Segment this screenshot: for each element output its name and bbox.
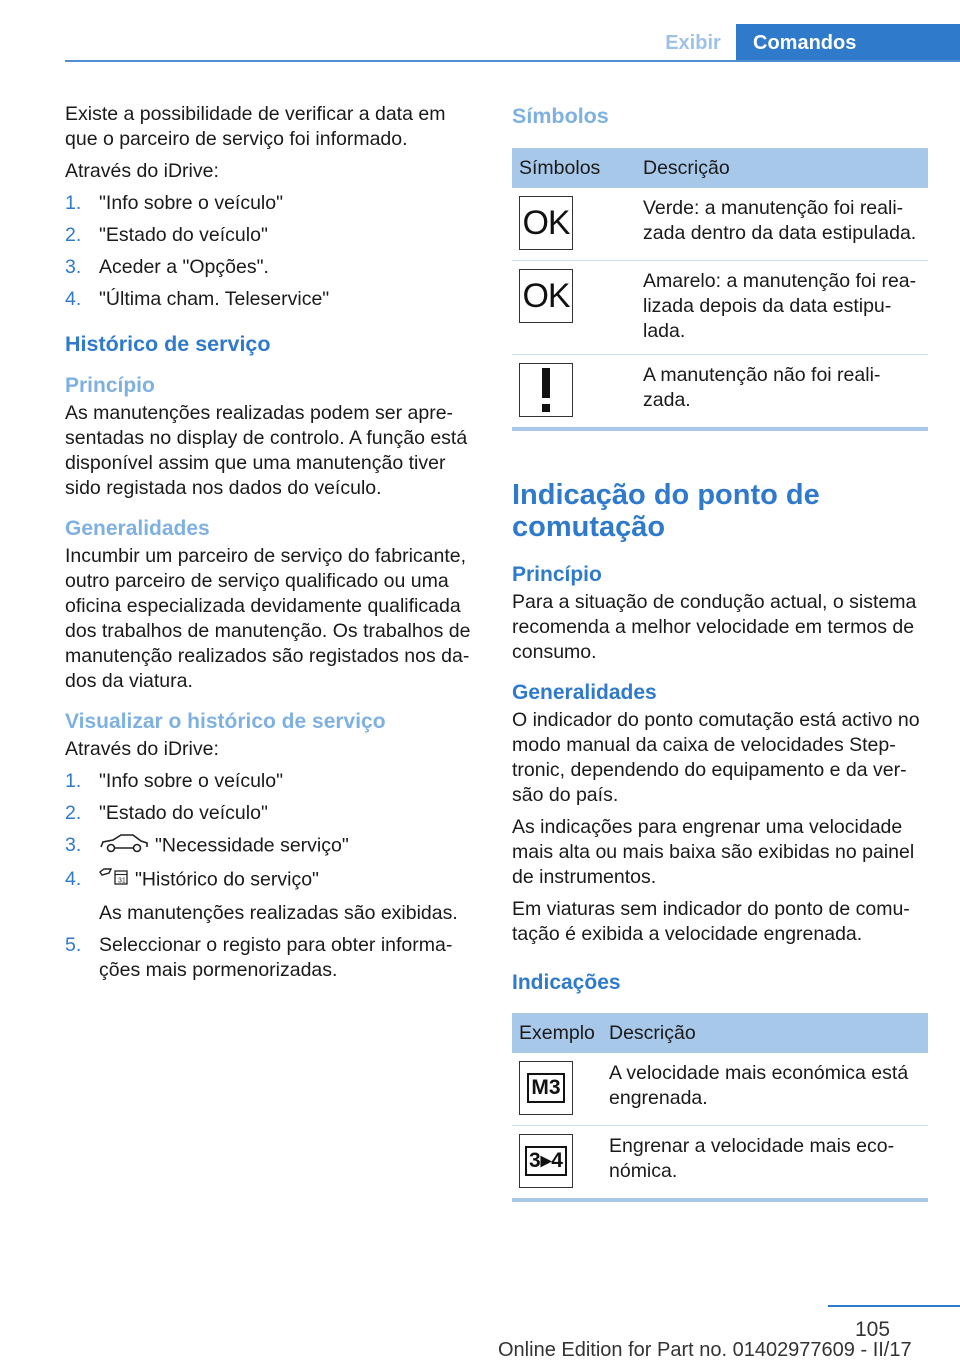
ok-green-icon: OK <box>519 196 573 250</box>
table-cell: Amarelo: a manutenção foi realizada depois da data estipulada. <box>636 261 928 355</box>
page-number: 105 <box>855 1318 891 1341</box>
left-column <box>65 102 477 991</box>
general-paragraph: Incumbir um parceiro de serviço do fabricante, outro parceiro de serviço qualificado ou uma oficina especializada devidamente qualificada dos trabalhos de manutenção. Os trabalhos de manutenção realizados são registados nos dados da viatura. <box>65 545 471 692</box>
right-column <box>512 102 928 1202</box>
tab-exibir[interactable]: Exibir <box>665 32 721 54</box>
table-cell: A velocidade mais económica está engrenada. <box>602 1053 928 1126</box>
teleservice-steps <box>65 191 477 312</box>
table-row <box>512 261 928 355</box>
car-icon <box>99 833 149 860</box>
heading-view-history: Visualizar o histórico de serviço <box>65 710 386 733</box>
history-steps <box>65 769 477 983</box>
list-item <box>65 769 477 794</box>
list-item <box>65 833 477 860</box>
tab-comandos[interactable]: Comandos <box>736 24 960 62</box>
list-item <box>65 287 477 312</box>
heading-general: Generalidades <box>512 681 657 704</box>
heading-service-history: Histórico de serviço <box>65 332 271 356</box>
gear-m3-icon: M3 <box>519 1061 573 1115</box>
column-header: Descrição <box>636 148 928 188</box>
table-row <box>512 355 928 428</box>
table-row <box>512 188 928 261</box>
principle-paragraph: As manutenções realizadas podem ser apresentadas no display de controlo. A função está disponível assim que uma manutenção tiver sido registada nos dados do veículo. <box>65 402 468 499</box>
table-cell: Verde: a manutenção foi realizada dentro da data estipulada. <box>636 188 928 261</box>
table-end-rule <box>512 1198 928 1202</box>
list-item <box>65 801 477 826</box>
step-text: "Estado do veículo" <box>99 802 268 824</box>
step-text: Aceder a "Opções". <box>99 256 269 278</box>
table-cell: Engrenar a velocidade mais económica. <box>609 1135 895 1182</box>
exclamation-icon <box>519 363 573 417</box>
heading-indications: Indicações <box>512 971 621 994</box>
symbols-table <box>512 148 928 427</box>
list-item <box>65 223 477 248</box>
table-row <box>512 1053 928 1126</box>
principle-paragraph: Para a situação de condução actual, o sistema recomenda a melhor velocidade em termos de consumo. <box>512 591 917 663</box>
step-text: "Info sobre o veículo" <box>99 770 284 792</box>
column-header: Símbolos <box>512 148 636 188</box>
step-text: "Histórico do serviço" <box>135 868 319 891</box>
step-number: 4. <box>65 868 82 890</box>
gear-shift-up-icon: 3▸4 <box>519 1134 573 1188</box>
column-header: Exemplo <box>512 1013 602 1053</box>
step-text: Seleccionar o registo para obter informações mais pormenorizadas. <box>99 934 453 981</box>
step-number: 5. <box>65 934 82 956</box>
step-number: 3. <box>65 256 82 278</box>
step-text: "Info sobre o veículo" <box>99 192 284 214</box>
svg-text:31: 31 <box>118 877 126 885</box>
intro-idrive: Através do iDrive: <box>65 160 219 182</box>
heading-symbols: Símbolos <box>512 104 609 128</box>
step-text: "Última cham. Teleservice" <box>99 288 330 310</box>
table-header-row <box>512 148 928 188</box>
heading-general: Generalidades <box>65 517 210 540</box>
general-paragraph-3: Em viaturas sem indicador do ponto de comutação é exibida a velocidade engrenada. <box>512 898 910 945</box>
heading-shift-indicator: Indicação do ponto de comutação <box>512 479 820 543</box>
table-cell: A manutenção não foi realizada. <box>643 364 881 411</box>
step-number: 1. <box>65 192 82 214</box>
column-header: Descrição <box>602 1013 928 1053</box>
table-row <box>512 1126 928 1199</box>
list-item <box>65 255 477 280</box>
step-text: "Estado do veículo" <box>99 224 268 246</box>
list-item <box>65 867 477 926</box>
step-number: 4. <box>65 288 82 310</box>
step-number: 2. <box>65 224 82 246</box>
step-number: 2. <box>65 802 82 824</box>
edition-footer: Online Edition for Part no. 01402977609 - II/17 <box>498 1339 912 1361</box>
service-history-icon <box>99 867 129 894</box>
table-end-rule <box>512 427 928 431</box>
table-header-row <box>512 1013 928 1053</box>
heading-principle: Princípio <box>65 374 155 397</box>
footer-rule <box>828 1305 960 1307</box>
list-item <box>65 191 477 216</box>
general-paragraph-1: O indicador do ponto comutação está activo no modo manual da caixa de velocidades Steptronic, dependendo do equipamento e da versão do país. <box>512 709 920 806</box>
list-item <box>65 933 477 983</box>
header-rule <box>65 60 960 62</box>
step-number: 3. <box>65 834 82 856</box>
general-paragraph-2: As indicações para engrenar uma velocidade mais alta ou mais baixa são exibidas no painel de instrumentos. <box>512 816 915 888</box>
step-subtext: As manutenções realizadas são exibidas. <box>99 902 458 924</box>
intro-paragraph: Existe a possibilidade de verificar a data em que o parceiro de serviço foi informado. <box>65 103 446 150</box>
step-number: 1. <box>65 770 82 792</box>
examples-table <box>512 1013 928 1198</box>
heading-principle: Princípio <box>512 563 602 586</box>
ok-yellow-icon: OK <box>519 269 573 323</box>
view-intro: Através do iDrive: <box>65 738 219 760</box>
step-text: "Necessidade serviço" <box>155 834 349 857</box>
